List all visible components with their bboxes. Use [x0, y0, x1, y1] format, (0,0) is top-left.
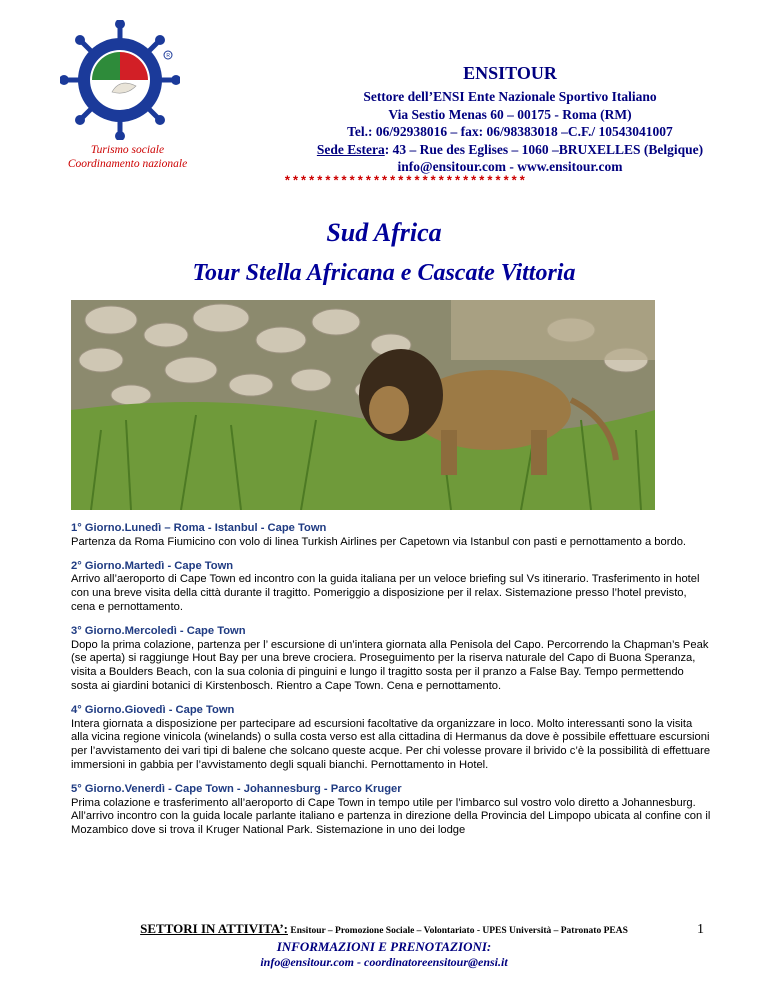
header-phone-fax: Tel.: 06/92938016 – fax: 06/98383018 –C.F./ 10543041007 [347, 124, 673, 139]
day-title: 3° Giorno.Mercoledì - Cape Town [71, 624, 246, 637]
sectors-text: Ensitour – Promozione Sociale – Volontariato - UPES Università – Patronato PEAS [287, 926, 628, 936]
destination-country: Sud Africa [326, 218, 442, 247]
day-title: 2° Giorno.Martedì - Cape Town [71, 559, 234, 572]
header-address: Via Sestio Menas 60 – 00175 - Roma (RM) [388, 106, 632, 122]
day-text: Prima colazione e trasferimento all’aeroporto di Cape Town in tempo utile per l’imbarco sul vostro volo diretto a Johannesburg. All’arrivo incontro con la guida locale parlante italiano e partenza in direzione della Provincia del Limpopo ubicata al confine con il Mozambico dove si trova il Kruger National Park. Sistemazione in uno dei lodge [71, 796, 711, 837]
separator-stars: ****************************** [283, 174, 527, 189]
svg-text:R: R [166, 53, 171, 59]
logo-caption-line1: Turismo sociale [90, 144, 165, 156]
sectors-label: SETTORI IN ATTIVITA’: [140, 921, 288, 936]
header-contacts[interactable]: info@ensitour.com - www.ensitour.com [397, 159, 623, 174]
lion-photo [71, 300, 655, 510]
page-footer [0, 921, 768, 970]
lion-in-grass-image [71, 300, 655, 510]
footer-info-label: INFORMAZIONI E PRENOTAZIONI: [276, 939, 492, 954]
day-text: Partenza da Roma Fiumicino con volo di linea Turkish Airlines per Capetown via Istanbul con pasti e pernottamento a bordo. [71, 535, 687, 548]
day-title: 4° Giorno.Giovedì - Cape Town [71, 703, 235, 716]
day-title: 1° Giorno.Lunedì – Roma - Istanbul - Cape Town [71, 522, 327, 534]
foreign-office-label: Sede Estera [316, 141, 385, 157]
footer-emails[interactable]: info@ensitour.com - coordinatoreensitour@ensi.it [260, 955, 508, 969]
company-header [270, 62, 750, 176]
day-text: Dopo la prima colazione, partenza per l’ escursione di un’intera giornata alla Penisola del Capo. Percorrendo la Chapman’s Peak (se aperta) si raggiunge Hout Bay per una breve crociera. Proseguimento per la riserva naturale del Capo di Buona Speranza, visita a Boulders Beach, con la sua colonia di pinguini e lungo il tragitto sosta per il pranzo a False Bay. Tempo permettendo sosta ai giardini botanici di Kirstenbosch. Rientro a Cape Town. Cena e pernottamento. [71, 638, 709, 692]
logo-caption-line2: Coordinamento nazionale [67, 158, 188, 170]
page-number: 1 [697, 922, 704, 937]
day-text: Arrivo all’aeroporto di Cape Town ed incontro con la guida italiana per un veloce briefing sul Vs itinerario. Trasferimento in hotel con una breve visita della città durante il tragitto. Pomeriggio a disposizione per il relax. Sistemazione presso l’hotel previsto, cena e pernottamento. [71, 573, 700, 613]
header-foreign-office [270, 141, 750, 159]
footer-sectors [0, 921, 768, 937]
day-title: 5° Giorno.Venerdì - Cape Town - Johannesburg - Parco Kruger [71, 782, 402, 795]
company-title: ENSITOUR [463, 63, 557, 83]
ship-wheel-logo-icon [60, 20, 180, 140]
itinerary-day-5 [71, 783, 711, 838]
itinerary [71, 522, 711, 848]
itinerary-day-3 [71, 625, 711, 694]
itinerary-day-2 [71, 560, 711, 615]
ensitour-logo [60, 20, 180, 140]
logo-caption [55, 143, 200, 171]
foreign-office-address: : 43 – Rue des Eglises – 1060 –BRUXELLES (Belgique) [384, 141, 704, 157]
header-line-1: Settore dell’ENSI Ente Nazionale Sportivo Italiano [363, 89, 657, 104]
day-text: Intera giornata a disposizione per partecipare ad escursioni facoltative da organizzare in loco. Molto interessanti sono la visita alla vicina regione vinicola (winelands) o sulla costa verso est alla cittadina di Hermanus da dove è possibile effettuare escursioni per l’avvistamento dei vari tipi di balene che solcano queste acque. Per chi volesse provare il brivido c’è la possibilità di effettuare immersioni in gabbia per l’avvistamento degli squali bianchi. Pernottamento in Hotel. [71, 717, 711, 771]
itinerary-day-1 [71, 522, 711, 550]
itinerary-day-4 [71, 704, 711, 773]
tour-title: Tour Stella Africana e Cascate Vittoria [192, 260, 576, 286]
